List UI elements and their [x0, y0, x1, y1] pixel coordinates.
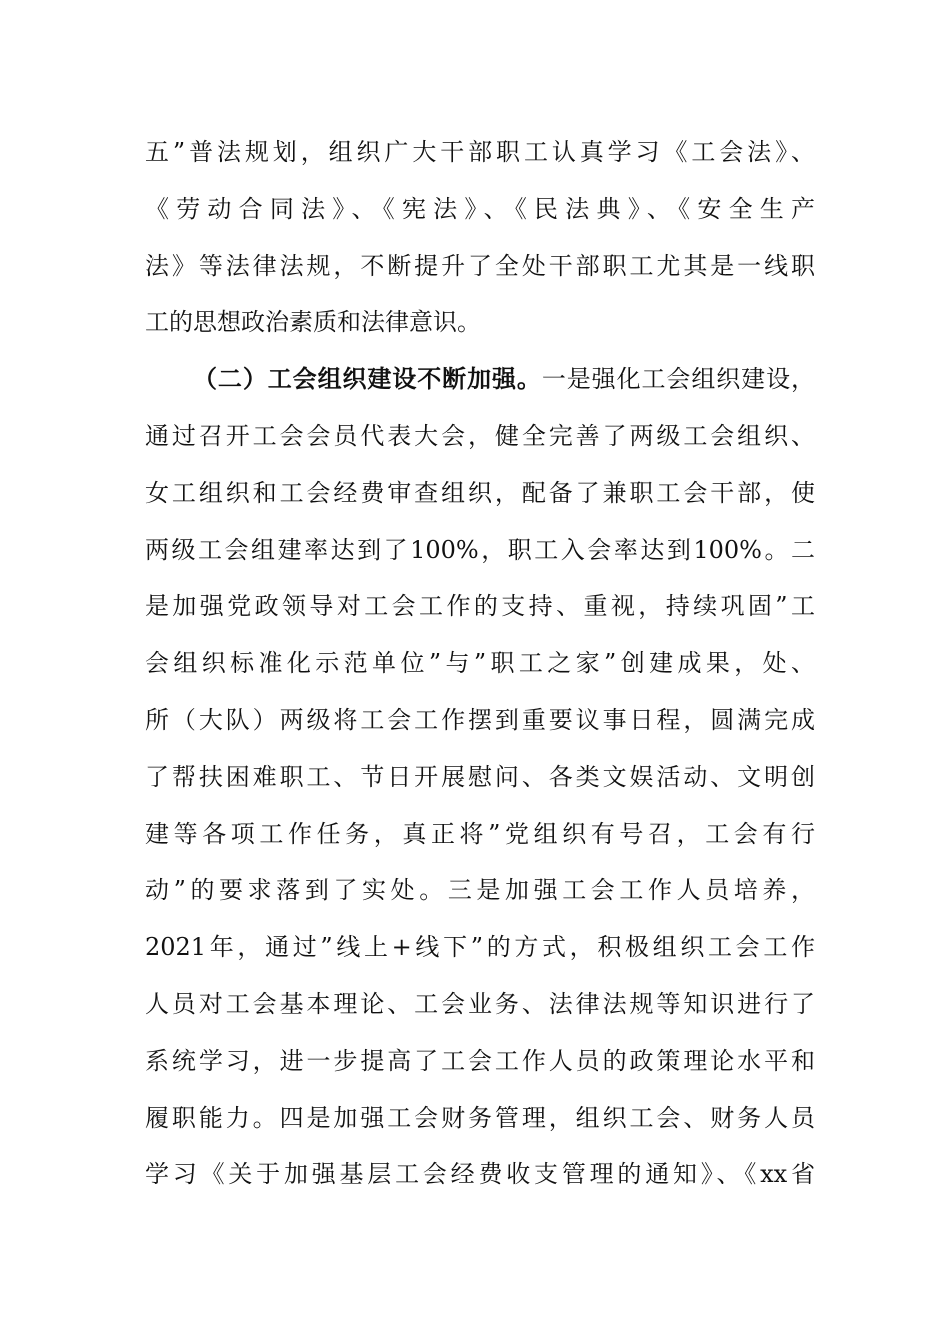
text-line: 人员对工会基本理论、工会业务、法律法规等知识进行了	[145, 989, 815, 1018]
paragraph-union-organization	[145, 351, 815, 1203]
text-line: 所（大队）两级将工会工作摆到重要议事日程，圆满完成	[145, 705, 815, 734]
text-line: 建等各项工作任务，真正将”党组织有号召，工会有行	[145, 819, 815, 848]
text-line: 2021年，通过”线上+线下”的方式，积极组织工会工作	[145, 933, 815, 962]
section-heading: （二）工会组织建设不断加强。	[193, 364, 542, 394]
text-line: 学习《关于加强基层工会经费收支管理的通知》、《xx省	[145, 1160, 815, 1189]
text-run: 一是强化工会组织建设，	[541, 365, 816, 394]
text-line: 履职能力。四是加强工会财务管理，组织工会、财务人员	[145, 1103, 815, 1132]
paragraph-first-line	[145, 351, 815, 408]
text-line: 两级工会组建率达到了100%，职工入会率达到100%。二	[145, 535, 815, 564]
text-line: 五”普法规划，组织广大干部职工认真学习《工会法》、	[145, 138, 815, 166]
text-line: 是加强党政领导对工会工作的支持、重视，持续巩固”工	[145, 592, 815, 621]
text-line: 动”的要求落到了实处。三是加强工会工作人员培养，	[145, 876, 815, 905]
text-line: 会组织标准化示范单位”与”职工之家”创建成果，处、	[145, 649, 815, 678]
text-line: 工的思想政治素质和法律意识。	[145, 308, 481, 337]
text-line: 《劳动合同法》、《宪法》、《民法典》、《安全生产	[145, 194, 815, 223]
document-body	[145, 124, 815, 1203]
text-line: 系统学习，进一步提高了工会工作人员的政策理论水平和	[145, 1046, 815, 1075]
paragraph-legal-education	[145, 124, 815, 351]
text-line: 了帮扶困难职工、节日开展慰问、各类文娱活动、文明创	[145, 762, 815, 791]
text-line: 通过召开工会会员代表大会，健全完善了两级工会组织、	[145, 421, 815, 450]
text-line: 女工组织和工会经费审查组织，配备了兼职工会干部，使	[145, 478, 815, 507]
text-line: 法》等法律法规，不断提升了全处干部职工尤其是一线职	[145, 251, 815, 280]
